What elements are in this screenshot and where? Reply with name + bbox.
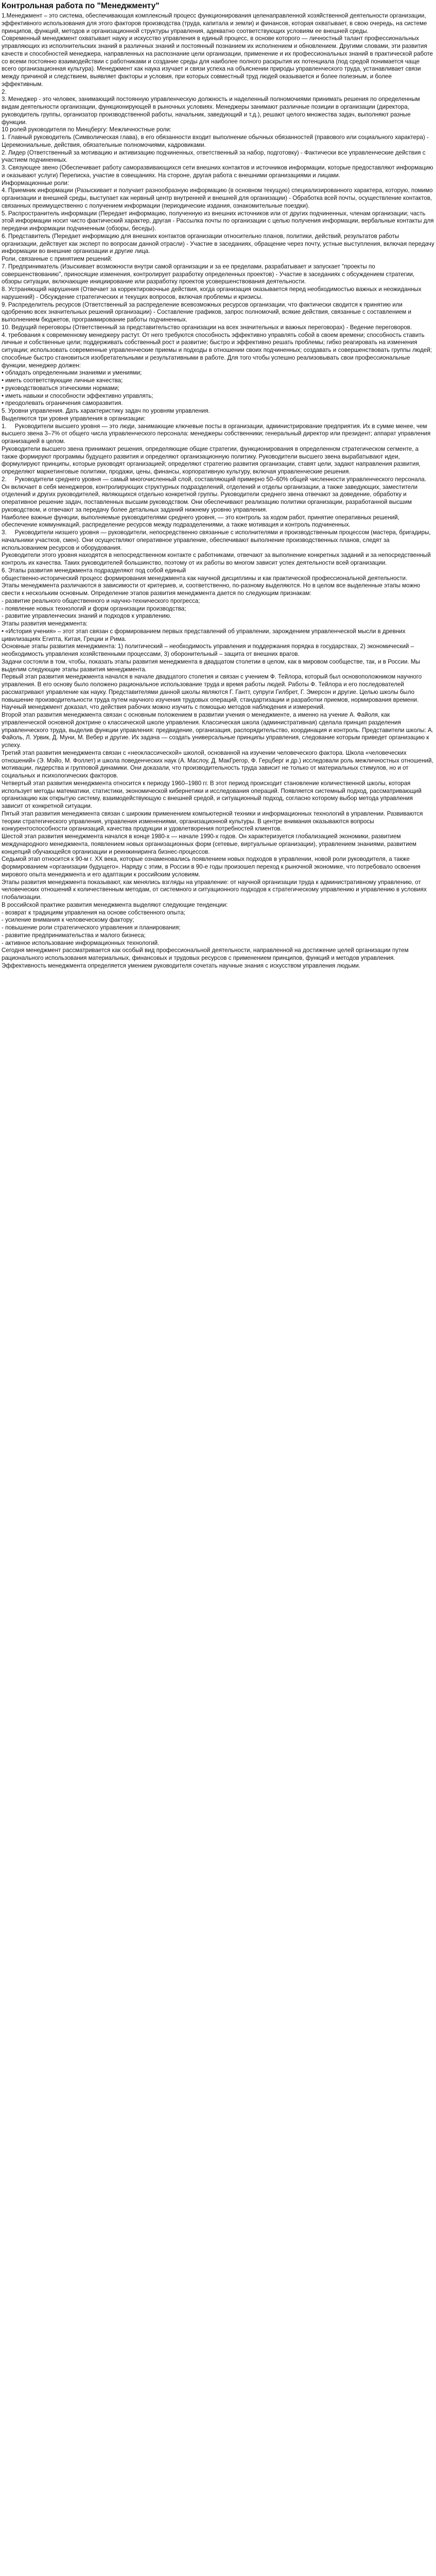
paragraph: 2. Лидер (Ответственный за мотивацию и активизацию подчиненных, ответственный за набор, подготовку) - Фактически все управленческие действия с участием подчиненных.: [2, 149, 427, 164]
paragraph: - возврат к традициям управления на основе собственного опыта;: [2, 909, 185, 916]
paragraph: - усиление внимания к человеческому фактору;: [2, 917, 134, 924]
paragraph: - повышение роли стратегического управления и планирования;: [2, 924, 181, 931]
paragraph: 3. Связующее звено (Обеспечивает работу саморазвивающихся сети внешних контактов и источников информации, которые предоставляют информацию и оказывают услуги) Переписка, участие в совещаниях. На стороне, другая работа с внешними организациями и лицами.: [2, 164, 435, 179]
paragraph: • преодолевать ограничения саморазвития.: [2, 400, 123, 407]
paragraph: Наиболее важные функции, выполняемые руководителями среднего уровня, — это контроль за ходом работ, принятие оперативных решений, обеспечение коммуникаций, распределение ресурсов между подразделениями, а также мотивация и контроль подчиненных.: [2, 514, 402, 529]
paragraph: - развитие реального общественного и научно-технического прогресса;: [2, 597, 200, 604]
paragraph: Руководители этого уровня находятся в непосредственном контакте с работниками, отвечают за выполнение конкретных заданий и за непосредственный контроль их качества. Таких руководителей большинство, поэтому от их работы во многом зависит успех деятельности всей организации.: [2, 552, 432, 566]
paragraph: Сегодня менеджмент рассматривается как особый вид профессиональной деятельности, направленной на достижение целей организации путем рационального использования материальных, финансовых и трудовых ресурсов с применением принципов, функций и методов управления. Эффективность менеджмента определяется умением руководителя сочетать научные знания с искусством управления людьми.: [2, 947, 410, 969]
paragraph: 5. Распространитель информации (Передает информацию, полученную из внешних источников или от других подчиненных, членам организации; часть этой информации носит чисто фактический характер, другая - Рассылка почты по организации с целью получения информации, вербальные контакты для передачи информации подчиненным (обзоры, беседы).: [2, 210, 435, 232]
paragraph: Роли, связанные с принятием решений:: [2, 256, 113, 262]
paragraph: - развитие предпринимательства и малого бизнеса;: [2, 931, 146, 939]
paragraph: 10 ролей руководителя по Минцбергу: Межличностные роли:: [2, 126, 172, 133]
paragraph: 9. Распределитель ресурсов (Ответственный за распределение всевозможных ресурсов организации, что фактически сводится к принятию или одобрению всех значительных решений организации) - Составление графиков, запрос полномочий, всякие действия, связанные с составлением и выполнением бюджетов, программирование работы подчиненных.: [2, 301, 413, 323]
paragraph: 2. Руководители среднего уровня — самый многочисленный слой, составляющий примерно 50–60% общей численности управленческого персонала. Он включает в себя менеджеров, контролирующих структурных подразделений, отделений и отделы организации, а также заведующих, заместители отделений и других руководителей, являющихся отдельно конкретной группы. Руководители среднего звена отвечают за доведение, обработку и оперативное решение задач, поставленных высшим руководством. Они обеспечивают реализацию политики организации, разработанной высшим руководством, и отвечают за передачу более детальных заданий нижнему уровню управления.: [2, 476, 428, 513]
paragraph: 3. Руководители низшего уровня — руководители, непосредственно связанные с исполнителями и производственным процессом (мастера, бригадиры, начальники участков, смен). Они осуществляют оперативное управление, обеспечивают выполнение производственных планов, следят за использованием ресурсов и оборудования.: [2, 529, 432, 551]
paragraph: • обладать определенными знаниями и умениями;: [2, 369, 142, 377]
paragraph: Информационные роли:: [2, 179, 69, 187]
paragraph: 4. требования к современному менеджеру растут. От него требуются способность эффективно управлять собой в своем времени; способность ставить личные и собственные цели; поддерживать собственный рост и развитие; быстро и эффективно решать проблемы; гибко реагировать на изменения ситуации; использовать современные управленческие приемы и подходы в отношении своих подчиненных; создавать и совершенствовать группы людей; способные быстро становиться изобретательными и результативными в работе. Для того чтобы успешно реализовывать свои профессиональные функции, менеджер должен:: [2, 331, 434, 369]
paragraph: Седьмой этап относится к 90-м г. ХХ века, которые ознаменовались появлением новых подходов в управлении, новой роли руководителя, а также формированием «организации будущего». Наряду с этим, в России в 90-е годы произошел переход к рыночной экономике, что потребовало освоения мирового опыта менеджмента и его адаптации к российским условиям.: [2, 856, 422, 878]
paragraph: 10. Ведущий переговоры (Ответственный за представительство организации на всех значительных и важных переговорах) - Ведение переговоров.: [2, 324, 412, 331]
paragraph: • руководствоваться этическими нормами;: [2, 384, 119, 392]
paragraph: • иметь соответствующие личные качества;: [2, 377, 123, 384]
paragraph: Этапы развития менеджмента:: [2, 620, 88, 627]
paragraph: 6. Этапы развития менеджмента подразделяют под собой единый общественно-исторический процесс формирования менеджмента как научной дисциплины и как практической профессиональной деятельности.: [2, 567, 408, 582]
document-body: [2, 12, 434, 970]
paragraph: - появление новых технологий и форм организации производства;: [2, 605, 186, 612]
paragraph: 3. Менеджер - это человек, занимающий постоянную управленческую должность и наделенный полномочиями принимать решения по определенным видам деятельности организации, функционирующей в рыночных условиях. Менеджеры занимают различные позиции в организации (директора, руководитель группы, организатор производственной работы, начальник, заведующий и т.д.), решают целого множества задач, выполняют разные функции.: [2, 96, 422, 126]
paragraph: Пятый этап развития менеджмента связан с широким применением компьютерной техники и информационных технологий в управлении. Развиваются теории стратегического управления, управления изменениями, организационной культуры. В центре внимания оказываются вопросы конкурентоспособности организаций, качества продукции и удовлетворения потребностей клиентов.: [2, 810, 425, 833]
document-title: Контрольная работа по "Менеджменту": [2, 2, 160, 10]
paragraph: Первый этап развития менеджмента начался в начале двадцатого столетия и связан с учением Ф. Тейлора, который был основоположником научного управления. В его основу было положено рациональное использование труда и время работы людей. Работы Ф. Тейлора и его последователей рассматривают управление как науку. Представителями данной школы являются Г. Гантт, супруги Гилбрет, Г. Эмерсон и другие. Целью школы было повышение производительности труда путем научного изучения трудовых операций, стандартизации и разработки приемов, нормирования времени. Научный менеджмент доказал, что действия рабочих можно изучить с помощью методов наблюдения и измерений.: [2, 673, 424, 711]
paragraph: Четвертый этап развития менеджмента относится к периоду 1960–1980 гг. В этот период происходит становление количественной школы, которая использует методы математики, статистики, экономической кибернетики и исследования операций. Появляется системный подход, рассматривающий организацию как открытую систему, взаимодействующую с внешней средой, и ситуационный подход, согласно которому выбор метода управления зависит от конкретной ситуации.: [2, 779, 424, 809]
paragraph: • «История учения» – этот этап связан с формированием первых представлений об управлении, зарождением управленческой мысли в древних цивилизациях Египта, Китая, Греции и Рима.: [2, 628, 407, 642]
paragraph: Задачи состояли в том, чтобы, показать этапы развития менеджмента в двадцатом столетии в целом, как в мировом сообществе, так, и в России. Мы выделим следующие этапы развития менеджмента.: [2, 658, 422, 673]
paragraph: 2.: [2, 88, 7, 95]
paragraph: • иметь навыки и способности эффективно управлять;: [2, 392, 153, 399]
paragraph: 6. Представитель (Передает информацию для внешних контактов организации относительно планов, политики, действий, результатов работы организации, действует как эксперт по вопросам данной отрасли) - Участие в заседаниях, обращение через почту, устные выступления, включая передачу информации во внешние организации и другие лица.: [2, 232, 436, 255]
paragraph: Выделяются три уровня управления в организации:: [2, 415, 146, 422]
paragraph: - активное использование информационных технологий.: [2, 939, 160, 946]
paragraph: Руководители высшего звена принимают решения, определяющие общие стратегии, функционирования в определенном стратегическом сегменте, а также формируют программы будущего развития и определяют организационную политику. Руководители высшего звена вырабатывают идеи, формулируют принципы, которые руководят организацией; определяют стратегию развития организации, ставят цели, задают направления развития, определяют маркетинговые политики, продажи, цены, финансы, корпоративную культуру, включая управленческие решения.: [2, 445, 423, 475]
document: [0, 0, 436, 970]
paragraph: 8. Устраняющий нарушения (Отвечает за корректировочные действия, когда организация оказывается перед необходимостью важных и неожиданных нарушений) - Обсуждение стратегических и текущих вопросов, включая проблемы и кризисы.: [2, 286, 423, 300]
paragraph: Третий этап развития менеджмента связан с «неоклассической» школой, основанной на изучении человеческого фактора. Школа «человеческих отношений» (Э. Мэйо, М. Фоллет) и школа поведенческих наук (А. Маслоу, Д. МакГрегор, Ф. Герцберг и др.) исследовали роль межличностных отношений, мотивации, лидерства и групповой динамики. Они доказали, что производительность труда зависит не только от материальных стимулов, но и от социальных и психологических факторов.: [2, 749, 435, 779]
paragraph: Основные этапы развития менеджмента: 1) политический – необходимость управления и поддержания порядка в государствах, 2) экономический – необходимость управления хозяйственными процессами, 3) оборонительный – защита от внешних врагов.: [2, 643, 416, 657]
paragraph: 1. Руководители высшего уровня — это люди, занимающие ключевые посты в организации, администрирование предприятия. Их в сумме менее, чем высшего звена 3–7% от общего числа управленческого персонала: менеджеры собственники; генеральный директор или президент; аппарат управления организацией в целом.: [2, 422, 432, 445]
paragraph: Этапы развития менеджмента показывают, как менялись взгляды на управление: от научной организации труда к административному управлению, от человеческих отношений к количественным методам, от системного и ситуационного подходов к стратегическому управлению и управлению в условиях глобализации.: [2, 878, 428, 901]
paragraph: 4. Приемник информации (Разыскивает и получает разнообразную информацию (в основном текущую) специализированного характера, которую, помимо организации и внешней среды, выступает как нервный центр внутренней и внешней для организации) - Обработка всей почты, осуществление контактов, связанных преимущественно с получением информации (периодические издания, ознакомительные поездки).: [2, 187, 434, 209]
paragraph: Второй этап развития менеджмента связан с основным положением в развитии учения о менеджменте, а именно на учение А. Файоля, как управленческой основной доктрине о классической школе управления. Классическая школа (административная) сделала принцип разделения управленческого труда, выделив функции управления: предвидение, организация, распорядительство, координация и контроль. Представители школы: А. Файоль, Л. Урвик, Д. Муни, М. Вебер и другие. Их задача — создать универсальные принципы управления, следование которым приведет организацию к успеху.: [2, 711, 435, 749]
paragraph: - развитие управленческих знаний и подходов к управлению.: [2, 613, 171, 620]
paragraph: 5. Уровни управления. Дать характеристику задач по уровням управления.: [2, 408, 210, 414]
paragraph: Современный менеджмент охватывает науку и искусство управления в единый процесс, в основе которого — личностный талант профессиональных управляющих из исполнительских знаний в различных знаний и постоянный познанием их исполнением и обновлением. Другими словами, эти развития качеств и способностей менеджера, направленных на распознание цели организации, применение и их профессиональных знаний в практической работе со всеми постоянно взаимодействии с работниками и создание среды для наиболее полного раскрытия их потенциала (под средой понимается чаще всего организационная культура). Менеджмент как наука изучает и связи успеха на объяснении природы управленческого труда, устанавливает связи между причиной и следствием, выявляет факторы и условия, при которых совместный труд людей оказывается и более полезным, и более эффективным.: [2, 35, 435, 88]
paragraph: В российской практике развития менеджмента выделяют следующие тенденции:: [2, 901, 228, 908]
paragraph: 7. Предприниматель (Изыскивает возможности внутри самой организации и за ее пределами, разрабатывает и запускает "проекты по совершенствованию", приносящие изменения, контролирует разработку определенных проектов) - Участие в заседаниях с обсуждением стратегии, обзоры ситуации, включающие инициирование или разработку проектов усовершенствования деятельности.: [2, 263, 416, 285]
paragraph: Шестой этап развития менеджмента начался в конце 1980-х — начале 1990-х годов. Он характеризуется глобализацией экономики, развитием международного менеджмента, появлением новых организационных форм (сетевые, виртуальные организации), управлением знаниями, развитием концепций обучающейся организации и реинжиниринга бизнес-процессов.: [2, 833, 418, 855]
paragraph: 1.Менеджмент – это система, обеспечивающая комплексный процесс функционирования целенаправленной хозяйственной деятельности организации, эффективного использования для этого факторов производства (труда, капитала и земли) и финансов, которая охватывает, в свою очередь, на системе принципов, функций, методов и организационной структуры управления, адекватно соответствующих условиям ее внешней среды.: [2, 12, 429, 35]
paragraph: Этапы менеджмента различаются в зависимости от критериев, и, соответственно, по-разному выделяются. Но в целом все выделенные этапы можно свести к нескольким основным. Определение этапов развития менеджмента дается по следующим признакам:: [2, 582, 422, 597]
paragraph: 1. Главный руководитель (Символическая глава), в его обязанности входит выполнение обычных обязанностей (правового или социального характера) - Церемониальные, действия, обязательные полномочиями, кадровиками.: [2, 134, 430, 148]
